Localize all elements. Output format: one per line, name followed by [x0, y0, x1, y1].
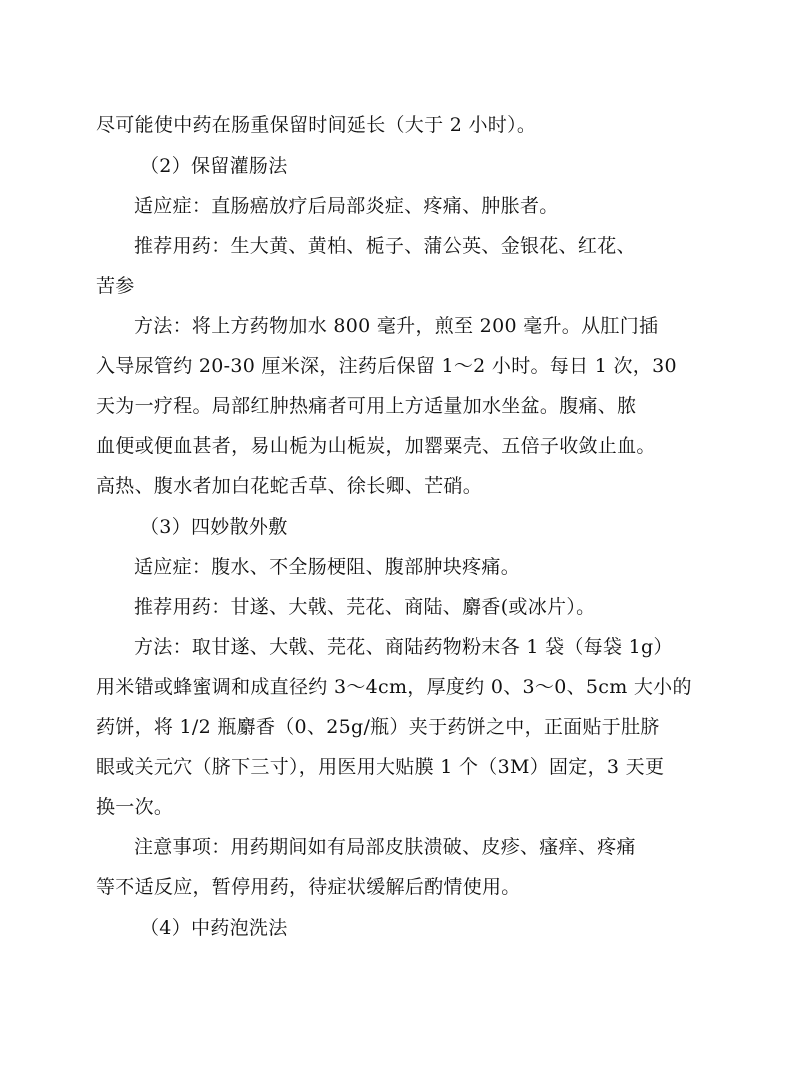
- paragraph-line: 血便或便血甚者，易山栀为山栀炭，加罂粟壳、五倍子收敛止血。: [96, 435, 656, 457]
- paragraph-line: 注意事项：用药期间如有局部皮肤溃破、皮疹、瘙痒、疼痛: [134, 836, 636, 858]
- paragraph-line: 适应症：直肠癌放疗后局部炎症、疼痛、肿胀者。: [134, 195, 559, 217]
- paragraph-line: 尽可能使中药在肠重保留时间延长（大于 2 小时）。: [96, 114, 537, 136]
- paragraph-line: 方法：取甘遂、大戟、芫花、商陆药物粉末各 1 袋（每袋 1g）: [134, 636, 673, 658]
- paragraph-line: 天为一疗程。局部红肿热痛者可用上方适量加水坐盆。腹痛、脓: [96, 395, 637, 417]
- paragraph-line: 适应症：腹水、不全肠梗阻、腹部肿块疼痛。: [134, 556, 521, 578]
- paragraph-line: 换一次。: [96, 796, 174, 818]
- section-heading-retention-enema: （2）保留灌肠法: [140, 155, 288, 177]
- paragraph-line: 方法：将上方药物加水 800 毫升，煎至 200 毫升。从肛门插: [134, 315, 659, 337]
- paragraph-line: 等不适反应，暂停用药，待症状缓解后酌情使用。: [96, 876, 521, 898]
- paragraph-line: 眼或关元穴（脐下三寸），用医用大贴膜 1 个（3M）固定，3 天更: [96, 756, 665, 778]
- paragraph-line: 高热、腹水者加白花蛇舌草、徐长卿、芒硝。: [96, 475, 483, 497]
- paragraph-line: 苦参: [96, 275, 135, 297]
- paragraph-line: 推荐用药：甘遂、大戟、芫花、商陆、麝香(或冰片）。: [134, 596, 596, 618]
- paragraph-line: 入导尿管约 20-30 厘米深，注药后保留 1～2 小时。每日 1 次，30: [96, 355, 677, 377]
- section-heading-herbal-soak: （4）中药泡洗法: [140, 917, 288, 939]
- paragraph-line: 药饼，将 1/2 瓶麝香（0、25g/瓶）夹于药饼之中，正面贴于肚脐: [96, 716, 660, 738]
- paragraph-line: 用米错或蜂蜜调和成直径约 3～4cm，厚度约 0、3～0、5cm 大小的: [96, 676, 692, 698]
- section-heading-simiao-powder: （3）四妙散外敷: [140, 516, 288, 538]
- paragraph-line: 推荐用药：生大黄、黄柏、栀子、蒲公英、金银花、红花、: [134, 235, 636, 257]
